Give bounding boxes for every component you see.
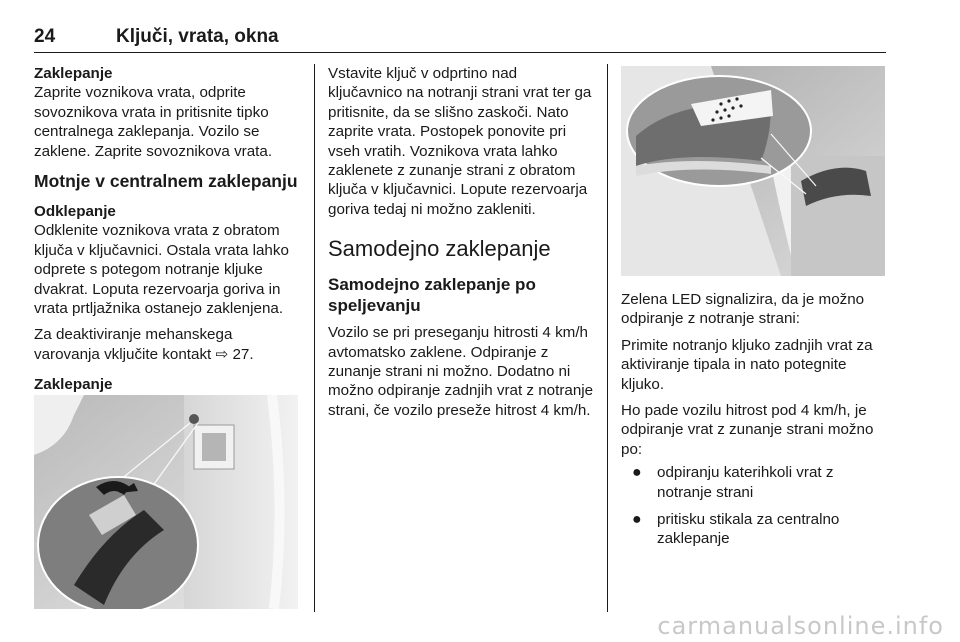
column-2 [328,64,594,420]
subheading-locking-2: Zaklepanje [34,376,113,394]
page-number: 24 [34,26,56,47]
paragraph: Ho pade vozilu hitrost pod 4 km/h, je odpiranje vrat z zunanje strani možno po: [621,402,874,458]
list-item: ● pritisku stikala za centralno zaklepanje [632,511,840,548]
watermark: carmanualsonline.info [657,612,944,640]
page-title: Ključi, vrata, okna [116,26,279,47]
paragraph: Primite notranjo kljuko zadnjih vrat za aktiviranje tipala in nato potegnite kljuko. [621,336,873,393]
paragraph: Za deaktiviranje mehanskega varovanja vključite kontakt ⇨ 27. [34,326,254,363]
bullet-list [621,463,889,549]
page-header [34,26,886,53]
paragraph: Vozilo se pri preseganju hitrosti 4 km/h avtomatsko zaklene. Odpiranje z zunanje strani ni možno. Dodatno ni možno odpiranje zadnjih vrat z notranje strani, če vozilo preseže hitrost 4 km/h. [328,324,594,419]
paragraph: Vstavite ključ v odprtino nad ključavnico na notranji strani vrat ter ga pritisnite, da se slišno zaskoči. Nato zaprite vrata. Postopek ponovite pri vseh vratih. Voznikova vrata lahko zaklenete z zunanje strani z obratom ključa v ključavnici. Lopute rezervoarja goriva tedaj ni možno zakleniti. [328,65,592,218]
bullet-icon: ● [632,464,642,482]
paragraph: Odklenite voznikova vrata z obratom ključa v ključavnici. Ostala vrata lahko odprete s potegom notranje kljuke dvakrat. Loputa rezervoarja goriva in vrata prtljažnika ostanejo zaklenjena. [34,222,289,318]
interior-door-handle-illustration [621,66,885,276]
bullet-icon: ● [632,511,642,529]
section-heading: Samodejno zaklepanje [328,236,551,262]
door-lock-key-drawing [34,395,298,609]
subheading: Samodejno zaklepanje po speljevanju [328,275,536,316]
door-handle-drawing [621,66,885,276]
section-heading: Motnje v centralnem zaklepanju [34,171,298,192]
paragraph: Zelena LED signalizira, da je možno odpiranje z notranje strani: [621,291,865,328]
subheading-locking: Zaklepanje [34,65,113,82]
column-1 [34,64,300,395]
paragraph: Zaprite voznikova vrata, odprite sovoznikova vrata in pritisnite tipko centralnega zaklepanja. Vozilo se zaklene. Zaprite sovoznikova vrata. [34,84,273,160]
list-item: ● odpiranju katerihkoli vrat z notranje strani [632,464,834,501]
column-3 [621,290,889,557]
column-divider [314,64,315,612]
subheading-unlocking: Odklepanje [34,203,116,221]
door-lock-key-illustration [34,395,298,609]
column-divider [607,64,608,612]
